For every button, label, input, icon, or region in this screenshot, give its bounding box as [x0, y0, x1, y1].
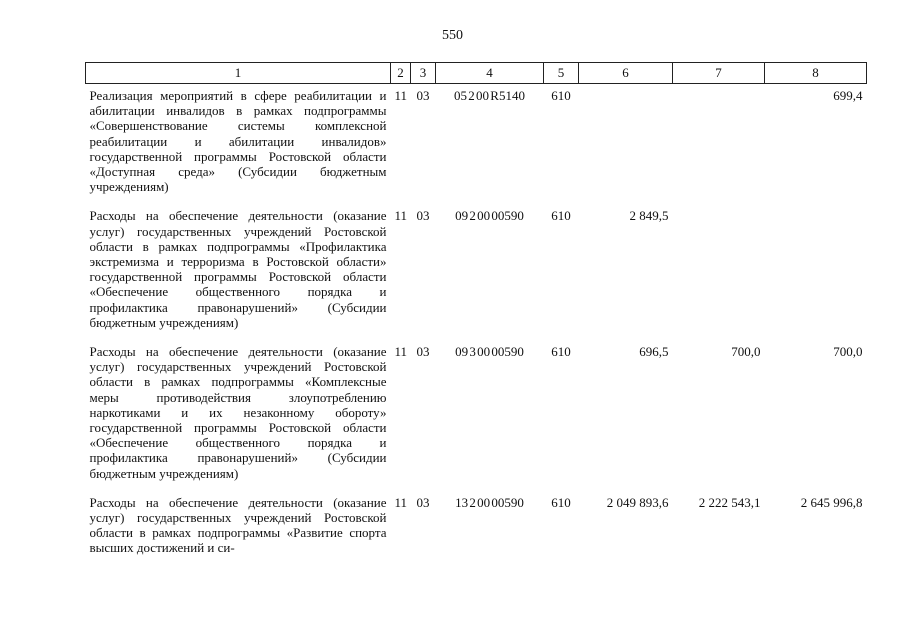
row-amount-col7: 2 222 543,1 [698, 494, 761, 510]
row-amount-col7 [673, 84, 765, 205]
row-amount-col6: 2 849,5 [629, 208, 669, 224]
table-row [86, 204, 867, 340]
table-header [86, 63, 867, 84]
row-section-code: 11 [394, 494, 408, 510]
page-number: 550 [442, 28, 463, 43]
row-expense-type-code: 610 [551, 88, 571, 103]
row-target-article-code: 09 3 00 00590 [455, 344, 524, 360]
table-row [86, 84, 867, 205]
row-subsection-code: 03 [416, 494, 430, 510]
row-amount-col8: 2 645 996,8 [800, 494, 863, 510]
row-amount-col6: 696,5 [639, 344, 669, 360]
row-expense-type-code: 610 [551, 494, 571, 510]
row-amount-col8: 699,4 [833, 88, 863, 103]
row-target-article-code: 13 2 00 00590 [455, 494, 524, 510]
header-col-3: 3 [411, 63, 436, 84]
table-row [86, 491, 867, 566]
row-description: Расходы на обеспечение деятельности (оказание услуг) государственных учреждений Ростовской области в рамках подпрограммы «Комплексные меры противодействия злоупотреблению наркотиками и их незаконному обороту» государственной программы Ростовской области «Обеспечение общественного порядка и профилактика правонарушений» (Субсидии бюджетным учреждениям) [89, 344, 387, 481]
row-expense-type-code: 610 [551, 208, 571, 224]
row-subsection-code: 03 [416, 208, 430, 224]
row-section-code: 11 [394, 344, 408, 360]
row-amount-col7: 700,0 [731, 344, 761, 360]
row-section-code: 11 [394, 208, 408, 224]
header-col-8: 8 [765, 63, 867, 84]
row-section-code: 11 [394, 88, 408, 103]
table-row [86, 340, 867, 491]
row-subsection-code: 03 [416, 88, 430, 103]
row-amount-col7 [673, 204, 765, 340]
header-col-4: 4 [436, 63, 544, 84]
row-amount-col8 [765, 204, 867, 340]
row-amount-col6 [579, 84, 673, 205]
budget-table [85, 62, 867, 566]
header-col-7: 7 [673, 63, 765, 84]
header-col-2: 2 [391, 63, 411, 84]
row-amount-col8: 700,0 [833, 344, 863, 360]
header-col-5: 5 [544, 63, 579, 84]
row-description: Реализация мероприятий в сфере реабилитации и абилитации инвалидов в рамках подпрограммы «Совершенствование системы комплексной реабилитации и абилитации инвалидов» государственной программы Ростовской области «Доступная среда» (Субсидии бюджетным учреждениям) [89, 88, 387, 195]
row-amount-col6: 2 049 893,6 [606, 494, 669, 510]
row-description: Расходы на обеспечение деятельности (оказание услуг) государственных учреждений Ростовской области в рамках подпрограммы «Профилактика экстремизма и терроризма в Ростовской области» государственной программы Ростовской области «Обеспечение общественного порядка и профилактика правонарушений» (Субсидии бюджетным учреждениям) [89, 208, 387, 330]
header-col-1: 1 [86, 63, 391, 84]
row-target-article-code: 09 2 00 00590 [455, 208, 524, 224]
row-expense-type-code: 610 [551, 344, 571, 360]
row-target-article-code: 05 2 00 R5140 [454, 88, 525, 103]
header-col-6: 6 [579, 63, 673, 84]
row-subsection-code: 03 [416, 344, 430, 360]
header-row [86, 63, 867, 84]
row-description: Расходы на обеспечение деятельности (оказание услуг) государственных учреждений Ростовской области в рамках подпрограммы «Развитие спорта высших достижений и си- [89, 494, 387, 556]
table-body [86, 84, 867, 566]
